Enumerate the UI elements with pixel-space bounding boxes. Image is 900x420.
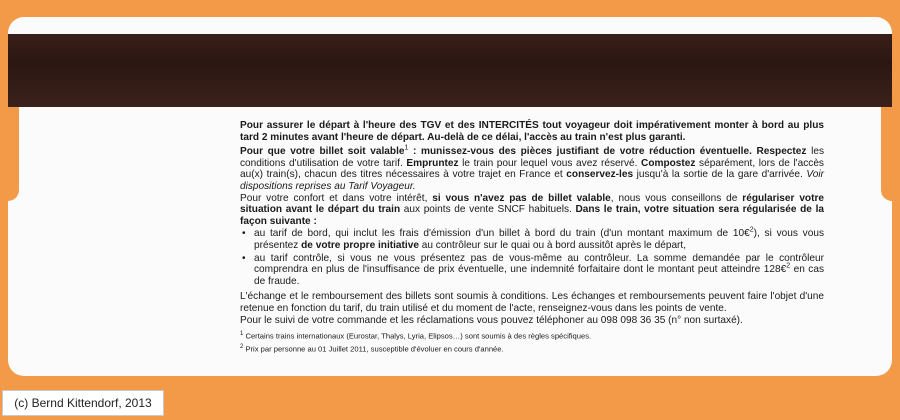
copyright-label: (c) Bernd Kittendorf, 2013 <box>2 390 164 416</box>
contact-paragraph: Pour le suivi de votre commande et les réclamations vous pouvez téléphoner au 098 098 36 35 (n° non surtaxé). <box>240 314 743 326</box>
ticket-conditions-text <box>240 120 824 354</box>
footnote-2: $^2$ Prix par personne au 01 Juillet 2011, susceptible d'évoluer en cours d'année. <box>240 343 504 354</box>
ticket-back <box>8 17 892 376</box>
list-item: • au tarif contrôle, si vous ne vous présentez pas de vous-même au contrôleur. La somme demandée par le contrôleur comprendra en plus de l'insuffisance de prix éventuelle, une indemnité forfaitaire dont le montant peut atteindre 128€$^2$ en cas de fraude. <box>254 253 824 288</box>
list-item: • au tarif de bord, qui inclut les frais d'émission d'un billet à bord du train (d'un montant maximum de 10€$^2$), si vous vous présentez de votre propre initiative au contrôleur sur le quai ou à bord aussitôt après le départ, <box>254 228 824 251</box>
magnetic-stripe <box>8 34 892 107</box>
departure-notice: Pour assurer le départ à l'heure des TGV et des INTERCITÉS tout voyageur doit impérativement monter à bord au plus tard 2 minutes avant l'heure de départ. Au-delà de ce délai, l'accès au train n'est plus garanti. <box>240 120 824 143</box>
exchange-paragraph: L'échange et le remboursement des billets sont soumis à conditions. Les échanges et remboursements peuvent faire l'objet d'une retenue en fonction du tarif, du train utilisé et du moment de l'acte, renseignez-vous dans les points de vente. <box>240 291 824 314</box>
footnote-1: $^1$ Certains trains internationaux (Eurostar, Thalys, Lyria, Elipsos…) sont soumis à des règles spécifiques. <box>240 331 592 341</box>
fare-list <box>240 228 824 287</box>
validity-paragraph: Pour que votre billet soit valable$^1$ : munissez-vous des pièces justifiant de votre réduction éventuelle. Respectez les conditions d'utilisation de votre tarif. Empruntez le train pour lequel vous avez réservé. Compostez séparément, lors de l'accès au(x) train(s), chacun des titres nécessaires à votre trajet en France et conservez-les jusqu'à la sortie de la gare d'arrivée. Voir dispositions reprises au Tarif Voyageur. <box>240 144 824 192</box>
regularisation-paragraph: Pour votre confort et dans votre intérêt, si vous n'avez pas de billet valable, nous vous conseillons de régulariser votre situation avant le départ du train aux points de vente SNCF habituels. Dans le train, votre situation sera régularisée de la façon suivante : <box>240 192 825 227</box>
